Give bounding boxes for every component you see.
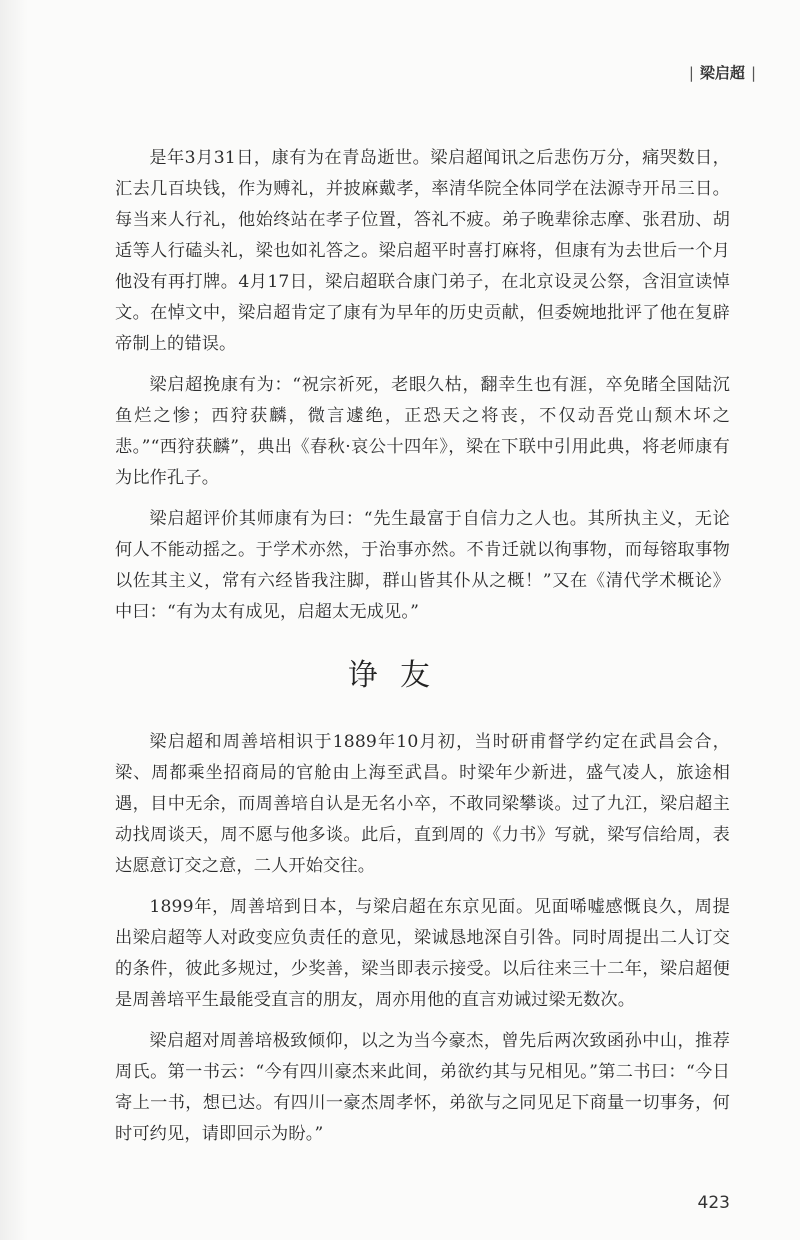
paragraph: 梁启超对周善培极致倾仰，以之为当今豪杰，曾先后两次致函孙中山，推荐周氏。第一书云：“今有四川豪杰来此间，弟欲约其与兄相见。”第二书曰：“今日寄上一书，想已达。有四川一豪杰周孝怀，弟欲与之同见足下商量一切事务，何时可约见，请即回示为盼。” bbox=[115, 1031, 730, 1144]
page-number: 423 bbox=[697, 1193, 730, 1213]
paragraph: 梁启超和周善培相识于1889年10月初，当时研甫督学约定在武昌会合，梁、周都乘坐招商局的官舱由上海至武昌。时梁年少新进，盛气凌人，旅途相遇，目中无余，而周善培自认是无名小卒，不敢同梁攀谈。过了九江，梁启超主动找周谈天，周不愿与他多谈。此后，直到周的《力书》写就，梁写信给周，表达愿意订交之意，二人开始交往。 bbox=[115, 732, 730, 876]
header-separator-right: | bbox=[750, 64, 756, 82]
running-header bbox=[683, 62, 762, 83]
header-separator-left: | bbox=[688, 64, 694, 82]
section-one-body bbox=[115, 143, 730, 638]
paragraph: 梁启超评价其师康有为曰：“先生最富于自信力之人也。其所执主义，无论何人不能动摇之。于学术亦然，于治事亦然。不肯迁就以徇事物，而每镕取事物以佐其主义，常有六经皆我注脚，群山皆其仆从之概！”又在《清代学术概论》中曰：“有为太有成见，启超太无成见。” bbox=[115, 509, 730, 622]
paragraph: 1899年，周善培到日本，与梁启超在东京见面。见面唏嘘感慨良久，周提出梁启超等人对政变应负责任的意见，梁诚恳地深自引咎。同时周提出二人订交的条件，彼此多规过，少奖善，梁当即表示接受。以后往来三十二年，梁启超便是周善培平生最能受直言的朋友，周亦用他的直言劝诫过梁无数次。 bbox=[115, 897, 730, 1010]
paragraph: 梁启超挽康有为：“祝宗祈死，老眼久枯，翻幸生也有涯，卒免睹全国陆沉鱼烂之惨；西狩获麟，微言遽绝，正恐天之将丧，不仅动吾党山颓木坏之悲。”“西狩获麟”，典出《春秋·哀公十四年》，梁在下联中引用此典，将老师康有为比作孔子。 bbox=[115, 375, 730, 488]
section-two-body bbox=[115, 727, 730, 1160]
paragraph: 是年3月31日，康有为在青岛逝世。梁启超闻讯之后悲伤万分，痛哭数日，汇去几百块钱，作为赙礼，并披麻戴孝，率清华院全体同学在法源寺开吊三日。每当来人行礼，他始终站在孝子位置，答礼不疲。弟子晚辈徐志摩、张君劢、胡适等人行磕头礼，梁也如礼答之。梁启超平时喜打麻将，但康有为去世后一个月他没有再打牌。4月17日，梁启超联合康门弟子，在北京设灵公祭，含泪宣读悼文。在悼文中，梁启超肯定了康有为早年的历史贡献，但委婉地批评了他在复辟帝制上的错误。 bbox=[115, 148, 730, 354]
section-title: 诤友 bbox=[348, 658, 452, 693]
chapter-title: 梁启超 bbox=[699, 64, 745, 82]
